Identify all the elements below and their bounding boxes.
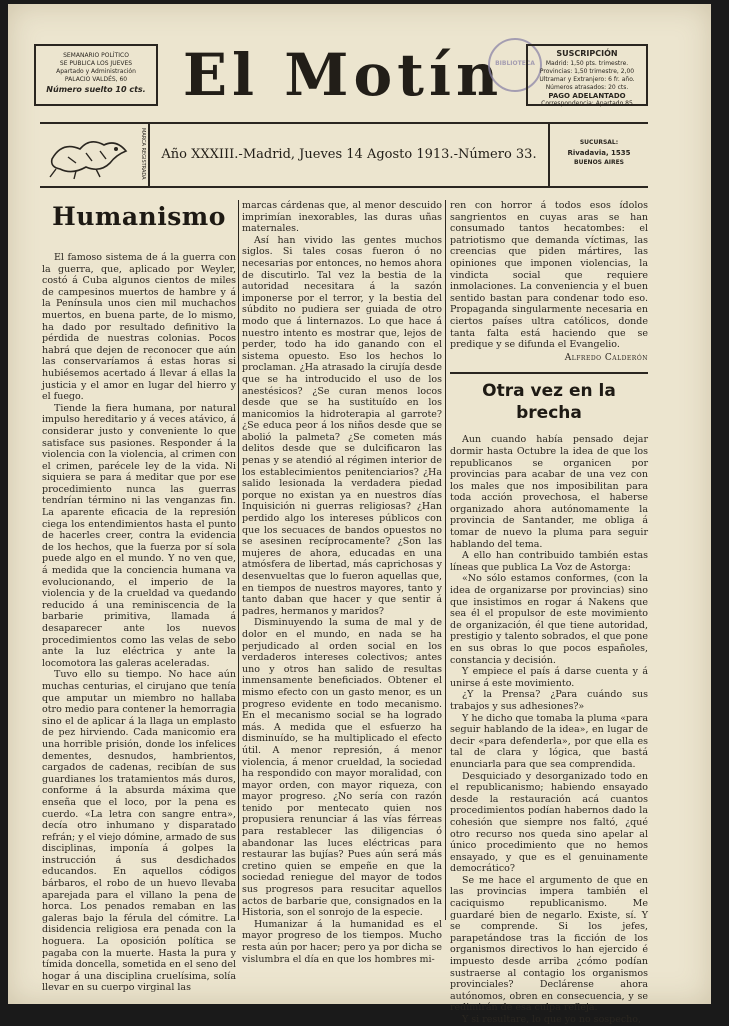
subscription-line: Madrid: 1,50 pts. trimestre. [545, 60, 629, 67]
paragraph: ren con horror á todos esos ídolos sangrientos en cuyas aras se han consumado tantos hecatombes: el patriotismo que demanda víctimas, las creencias que piden mártires, las opiniones que imponen violencias, la vindicta social que requiere inmolaciones. La conveniencia y el buen sentido bastan para condenar todo eso. Propaganda singularmente necesaria en ciertos países ultra católicos, donde tanta falta está haciendo que se predique y se difunda el Evangelio. [450, 200, 648, 351]
library-stamp: BIBLIOTECA [488, 38, 542, 92]
column-rule [238, 200, 239, 920]
author-signature: Alfredo Calderón [564, 352, 648, 363]
column-rule [445, 200, 446, 920]
issue-info-bar [40, 122, 648, 188]
paragraph: Y he dicho que tomaba la pluma «para seguir hablando de la idea», en lugar de decir «para defenderla», por que ella es tal de clara y lógica, que bastá enunciarla para que sea comprendida. [450, 712, 648, 770]
paragraph: Desquiciado y desorganizado todo en el republicanismo; habiendo ensayado desde la restauración acá cuantos procedimientos podían habernos dado la cohesión que siempre nos faltó, ¿qué otro recurso nos queda sino apelar al único procedimiento que no hemos ensayado, y que es el genuinamente democrático? [450, 770, 648, 875]
left-box-line: SEMANARIO POLÍTICO [63, 52, 129, 59]
paragraph: «No sólo estamos conformes, (con la idea de organizarse por provincias) sino que insistimos en rogar á Nakens que sea él el propulsor de este movimiento de organización, él que tiene autoridad, prestigio y talento sobrados, el que pone en sus obras lo que pocos españoles, constancia y decisión. [450, 573, 648, 666]
paragraph: marcas cárdenas que, al menor descuido imprimían inexorables, las duras uñas maternales. [242, 200, 442, 235]
left-box-line: Apartado y Administración [56, 68, 136, 75]
newspaper-page [8, 4, 711, 1025]
masthead-left-box [34, 44, 158, 106]
left-box-line: SE PUBLICA LOS JUEVES [59, 60, 133, 67]
paragraph: Aun cuando había pensado dejar dormir hasta Octubre la idea de que los republicanos se organicen por provincias para acabar de una vez con los males que nos imposibilitan para toda acción provechosa, el haberse organizado ahora autónomamente la provincia de Santander, me obliga á tomar de nuevo la pluma para seguir hablando del tema. [450, 434, 648, 550]
subscription-foot: PAGO ADELANTADO [548, 92, 626, 100]
masthead-right-box [526, 44, 648, 106]
branch-office [548, 124, 648, 186]
subscription-line: Provincias: 1,50 trimestre, 2,00 [539, 68, 635, 75]
paragraph: ¿Y la Prensa? ¿Para cuándo sus trabajos y sus adhesiones?» [450, 689, 648, 712]
article-title-humanismo: Humanismo [52, 202, 226, 231]
branch-city: BUENOS AIRES [574, 159, 624, 166]
branch-label: SUCURSAL: [579, 139, 619, 146]
subscription-line: Números atrasados: 20 cts. [545, 84, 629, 91]
left-box-line: PALACIO VALDÉS, 60 [64, 76, 128, 83]
article-title-otra-vez: Otra vez en la brecha [482, 381, 616, 424]
issue-line: Año XXXIII.-Madrid, Jueves 14 Agosto 1913.-Número 33. [161, 147, 537, 162]
subscription-last: Correspondencia: Apartado 85 [541, 100, 633, 107]
paragraph: Tiende la fiera humana, por natural impulso hereditario y á veces atávico, á considerar justo y conveniente lo que satisface sus pasiones. Responder á la violencia con la violencia, al crimen con el crimen, parécele ley de la vida. Ni siquiera se para á meditar que por ese procedimiento nunca las guerras tendrían término ni las venganzas fin. La aparente eficacia de la represión ciega los entendimientos hasta el punto de hacerles creer, contra la evidencia de los hechos, que la fuerza por sí sola puede algo en el mundo. Y no ven que, á medida que la conciencia humana va evolucionando, el imperio de la violencia y de la crueldad va quedando reducido á una reminiscencia de la barbarie primitiva, llamada á desaparecer ante los nuevos procedimientos como las velas de sebo ante la luz eléctrica y ante la locomotora las galeras aceleradas. [42, 402, 236, 669]
paragraph: Y empiece el país á darse cuenta y á unirse á este movimiento. [450, 666, 648, 689]
column-3 [450, 200, 648, 1026]
trademark-label: MARCA REGISTRADA [140, 128, 146, 180]
paragraph: Disminuyendo la suma de mal y de dolor en el mundo, en nada se ha perjudicado al orden social en los verdaderos intereses colectivos; antes uno y otros han salido de resultas inmensamente beneficiados. Obtener el mismo efecto con un gasto menor, es un progreso evidente en todo mecanismo. En el mecanismo social se ha logrado más. A medida que el esfuerzo ha disminuído, se ha multiplicado el efecto útil. A menor represión, á menor violencia, á menor crueldad, la sociedad ha respondido con mayor moralidad, con mayor orden, con mayor riqueza, con mayor progreso. ¿No sería con razón tenido por mentecato quien nos propusiera renunciar á las vías férreas para restablecer las diligencias ó abandonar las luces eléctricas para restaurar las bujías? Pues aún será más cretino quien se empeñe en que la sociedad reniegue del mayor de todos sus progresos para resucitar aquellos actos de barbarie que, consignados en la Historia, son el sonrojo de la especie. [242, 617, 442, 919]
article-separator [450, 372, 648, 374]
paragraph: Tuvo ello su tiempo. No hace aún muchas centurias, el cirujano que tenía que amputar un miembro no hallaba otro medio para contener la hemorragia sino el de aplicar á la llaga un emplasto de pez hirviendo. Cada manicomio era una horrible prisión, donde los infelices dementes, desnudos, hambrientos, cargados de cadenas, recibían de sus guardianes los tratamientos más duros, conforme á la absurda máxima que enseña que el loco, por la pena es cuerdo. «La letra con sangre entra», decía otro inhumano y disparatado refrán; y el viejo dómine, armado de sus disciplinas, imponía á golpes la instrucción á sus desdichados educandos. En aquellos códigos bárbaros, el robo de un huevo llevaba aparejada para el villano la pena de horca. Los penados remaban en las galeras bajo la férula del cómitre. La disidencia religiosa era penada con la hoguera. La oposición política se pagaba con la muerte. Hasta la pura y tímida doncella, sometida en el seno del hogar á una disciplina cruelísima, solía llevar en su cuerpo virginal las [42, 669, 236, 994]
column-2 [242, 200, 442, 965]
paragraph: Así han vivido las gentes muchos siglos. Si tales cosas fueron ó no necesarias por entonces, no hemos ahora de discutirlo. Tal vez la bestia de la autoridad necesitara á la sazón imponerse por el terror, y la bestia del súbdito no pudiera ser guiada de otro modo que á linternazos. Lo que hace á nuestro intento es mostrar que, lejos de perder, todo ha ido ganando con el sistema opuesto. Eso los hechos lo proclaman. ¿Ha atrasado la cirujía desde que se ha introducido el uso de los anestésicos? ¿Se curan menos locos desde que se ha sustituído en los manicomios la hidroterapia al garrote? ¿Se educa peor á los niños desde que se abolió la palmeta? ¿Se cometen más delitos desde que se dulcificaron las penas y se atendió al régimen interior de los establecimientos penitenciarios? ¿Ha salido lesionada la verdadera piedad porque no existan ya en nuestros días Inquisición ni guerras religiosas? ¿Han perdido algo los intereses públicos con que los secuaces de bandos opuestos no se asesinen recíprocamente? ¿Son las mujeres de ahora, educadas en una atmósfera de libertad, más caprichosas y desenvueltas que lo fueron aquellas que, en tiempos de nuestros mayores, tanto y tanto daban que hacer y que sentir á padres, hermanos y maridos? [242, 234, 442, 617]
paragraph: Y si resultare, lo que yo no sospecho, [462, 1014, 642, 1025]
subscription-line: Ultramar y Extranjero: 6 fr. año. [539, 76, 635, 83]
paragraph: El famoso sistema de á la guerra con la guerra, que, aplicado por Weyler, costó á Cuba algunos cientos de miles de campesinos muertos de hambre y á la Península unos cien mil muchachos muertos, en buena parte, de lo mismo, ha dado por resultado definitivo la pérdida de nuestras colonias. Pocos habrá que dejen de reconocer que aún las conservaríamos á estas horas si hubiésemos acertado á llevar á ellas la justicia y el amor en lugar del hierro y el fuego. [42, 252, 236, 403]
newspaper-title: El Motín [182, 41, 504, 109]
paragraph: Humanizar á la humanidad es el mayor progreso de los tiempos. Mucho resta aún por hacer; pero ya por dicha se vislumbra el día en que los hombres mi- [242, 918, 442, 965]
branch-address: Rivadavia, 1535 [567, 149, 631, 157]
paragraph: A ello han contribuido también estas líneas que publica La Voz de Astorga: [450, 550, 648, 573]
column-1 [42, 200, 236, 994]
trademark-emblem [40, 124, 150, 186]
paragraph: Se me hace el argumento de que en las provincias impera también el caciquismo republicanismo. Me guardaré bien de negarlo. Existe, sí. Y se comprende. Si los jefes, parapetándose tras la ficción de los organismos directivos lo han ejercido é impuesto desde arriba ¿cómo podían sustraerse al contagio los organismos provinciales? Declárense ahora autónomos, obren en consecuencia, y se redimirán de esa culpa refleja. [450, 874, 648, 1014]
subscription-heading: SUSCRIPCIÓN [556, 49, 618, 58]
dragon-emblem-icon [46, 129, 132, 181]
price-line: Número suelto 10 cts. [46, 85, 146, 94]
